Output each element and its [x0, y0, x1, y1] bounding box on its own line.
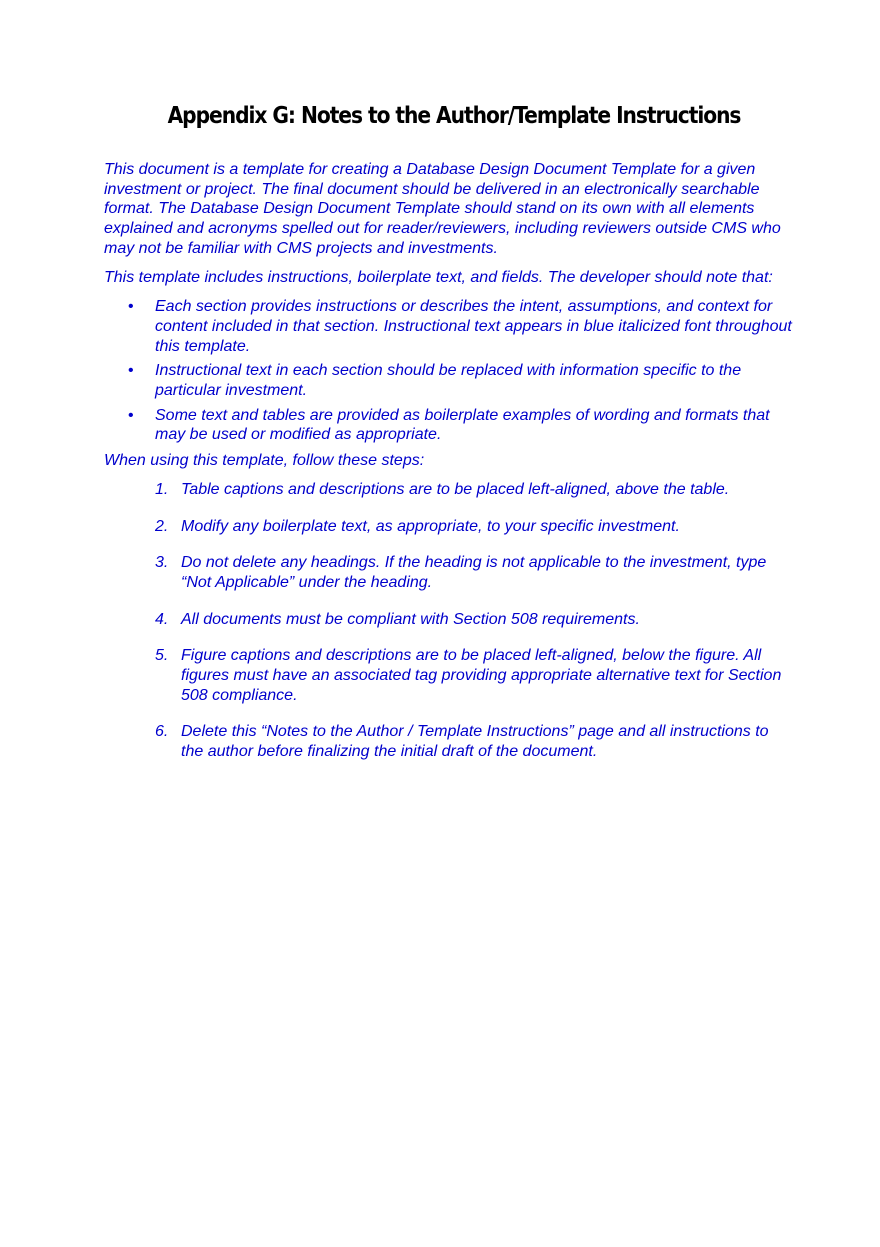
bullet-icon: •: [128, 406, 134, 424]
bullet-item: [104, 361, 794, 400]
step-number: 6.: [155, 723, 169, 741]
step-text: All documents must be compliant with Section 508 requirements.: [181, 610, 640, 628]
step-item: [104, 722, 794, 761]
step-number: 2.: [155, 517, 169, 535]
instructions-body: [104, 160, 794, 779]
intro-paragraph: This document is a template for creating a Database Design Document Template for a given investment or project. The final document should be delivered in an electronically searchable format. The Database Design Document Template should stand on its own with all elements explained and acronyms spelled out for reader/reviewers, including reviewers outside CMS who may not be familiar with CMS projects and investments.: [104, 161, 781, 257]
bullet-text: Each section provides instructions or describes the intent, assumptions, and context for content included in that section. Instructional text appears in blue italicized font throughout this template.: [155, 298, 792, 355]
step-item: [104, 517, 794, 537]
step-text: Delete this “Notes to the Author / Template Instructions” page and all instructions to the author before finalizing the initial draft of the document.: [181, 723, 769, 761]
bullet-text: Some text and tables are provided as boilerplate examples of wording and formats that may be used or modified as appropriate.: [155, 406, 770, 444]
step-text: Figure captions and descriptions are to be placed left-aligned, below the figure. All figures must have an associated tag providing appropriate alternative text for Section 508 compliance.: [181, 647, 782, 704]
step-number: 4.: [155, 610, 169, 628]
template-note-paragraph: This template includes instructions, boilerplate text, and fields. The developer should note that:: [104, 268, 773, 286]
step-item: [104, 610, 794, 630]
bullet-icon: •: [128, 298, 134, 316]
bullet-item: [104, 406, 794, 445]
page-title: Appendix G: Notes to the Author/Template Instructions: [167, 103, 741, 129]
step-item: [104, 553, 794, 592]
bullet-icon: •: [128, 362, 134, 380]
step-item: [104, 646, 794, 705]
step-item: [104, 480, 794, 500]
step-text: Modify any boilerplate text, as appropriate, to your specific investment.: [181, 517, 680, 535]
step-number: 3.: [155, 554, 169, 572]
step-number: 5.: [155, 647, 169, 665]
steps-intro: When using this template, follow these steps:: [104, 452, 425, 470]
step-text: Table captions and descriptions are to be placed left-aligned, above the table.: [181, 480, 730, 498]
notes-bullet-list: [104, 297, 794, 445]
steps-list: [104, 480, 794, 762]
bullet-item: [104, 297, 794, 356]
step-number: 1.: [155, 480, 169, 498]
step-text: Do not delete any headings. If the heading is not applicable to the investment, type “Not Applicable” under the heading.: [181, 554, 767, 591]
bullet-text: Instructional text in each section should be replaced with information specific to the particular investment.: [155, 362, 742, 400]
